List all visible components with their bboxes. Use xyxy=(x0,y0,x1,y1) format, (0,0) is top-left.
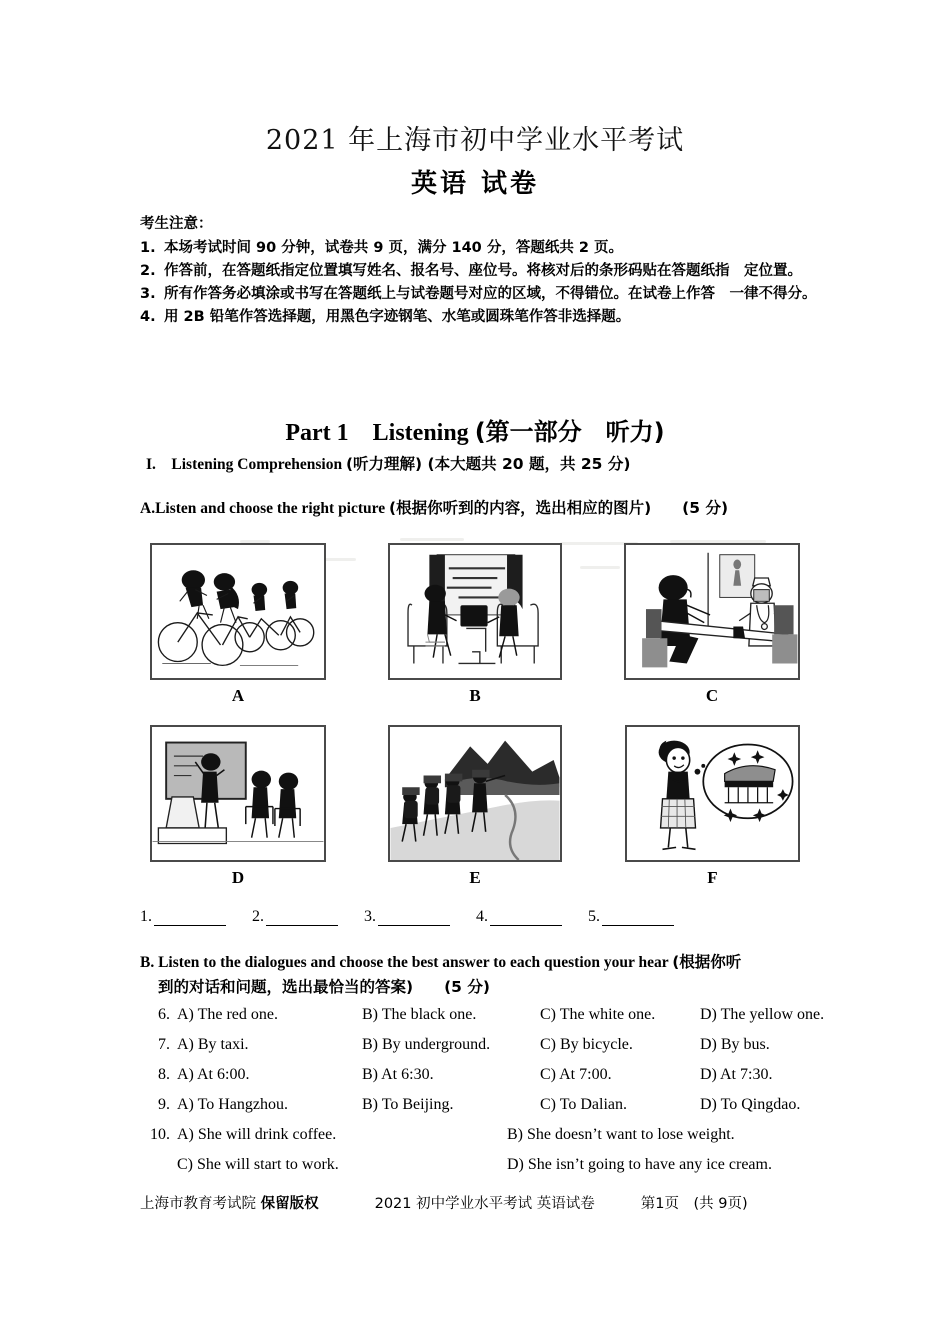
option-c[interactable]: C) To Dalian. xyxy=(540,1096,628,1113)
notice-text: 作答前，在答题纸指定位置填写姓名、报名号、座位号。将核对后的条形码贴在答题纸指 定位置。 xyxy=(164,263,802,280)
piano-thought-picture xyxy=(625,725,800,862)
section-heading-en: I. Listening Comprehension xyxy=(146,456,346,473)
section-b-cn-part1: (根据你听 xyxy=(672,953,742,971)
option-d[interactable]: D) The yellow one. xyxy=(700,1006,825,1023)
notice-heading: 考生注意： xyxy=(140,216,213,232)
answer-blank[interactable] xyxy=(140,908,226,926)
picture-label: D xyxy=(231,868,245,887)
picture-option-c[interactable] xyxy=(624,543,800,706)
question-number: 7. xyxy=(158,1036,170,1053)
question-row xyxy=(140,1036,840,1066)
question-number: 6. xyxy=(158,1006,170,1023)
part-heading xyxy=(0,412,950,447)
option-b[interactable]: B) At 6:30. xyxy=(362,1066,434,1083)
notice-number: 2. xyxy=(140,263,156,280)
footer-institution: 上海市教育考试院 xyxy=(140,1196,261,1212)
notice-text: 所有作答务必填涂或书写在答题纸上与试卷题号对应的区域，不得错位。在试卷上作答 一律不得分。 xyxy=(164,286,817,303)
hiking-picture xyxy=(388,725,562,862)
option-c[interactable]: C) The white one. xyxy=(540,1006,656,1023)
notice-text: 用 2B 铅笔作答选择题，用黑色字迹钢笔、水笔或圆珠笔作答非选择题。 xyxy=(164,309,631,326)
section-a-en: A.Listen and choose the right picture xyxy=(140,500,390,517)
notice-item xyxy=(140,237,820,259)
answer-blank[interactable] xyxy=(588,908,674,926)
option-a[interactable]: A) She will drink coffee. xyxy=(177,1126,337,1143)
question-row xyxy=(140,1096,840,1126)
option-a[interactable]: A) At 6:00. xyxy=(177,1066,250,1083)
notice-item xyxy=(140,306,820,328)
blank-number: 1. xyxy=(140,908,152,925)
question-number: 9. xyxy=(158,1096,170,1113)
picture-option-b[interactable] xyxy=(388,543,562,706)
option-c[interactable]: C) By bicycle. xyxy=(540,1036,633,1053)
footer-exam-name: 2021 初中学业水平考试 英语试卷 xyxy=(374,1196,595,1212)
blank-line[interactable] xyxy=(266,911,338,926)
option-b[interactable]: B) By underground. xyxy=(362,1036,491,1053)
picture-label: C xyxy=(705,686,719,705)
option-a[interactable]: A) By taxi. xyxy=(177,1036,249,1053)
section-b-en: B. Listen to the dialogues and choose the best answer to each question your hear xyxy=(140,954,673,971)
part-heading-cn: (第一部分 听力) xyxy=(474,418,665,446)
page-subtitle: 英语 试卷 xyxy=(410,169,540,199)
blank-number: 5. xyxy=(588,908,600,925)
footer-copyright xyxy=(140,1192,319,1213)
question-row-continued xyxy=(140,1156,840,1186)
question-row xyxy=(140,1066,840,1096)
blank-line[interactable] xyxy=(490,911,562,926)
notice-text: 本场考试时间 90 分钟，试卷共 9 页，满分 140 分，答题纸共 2 页。 xyxy=(164,240,624,256)
picture-label: F xyxy=(707,868,718,887)
section-heading-b xyxy=(140,950,830,999)
question-row xyxy=(140,1006,840,1036)
option-d[interactable]: D) By bus. xyxy=(700,1036,770,1053)
option-d[interactable]: D) She isn’t going to have any ice cream. xyxy=(507,1156,772,1173)
option-b[interactable]: B) To Beijing. xyxy=(362,1096,454,1113)
page-footer xyxy=(140,1192,850,1213)
option-b[interactable]: B) The black one. xyxy=(362,1006,477,1023)
doctor-visit-picture xyxy=(624,543,800,680)
picture-option-e[interactable] xyxy=(388,725,562,888)
option-a[interactable]: A) The red one. xyxy=(177,1006,278,1023)
section-b-cn-part2: 到的对话和问题，选出最恰当的答案) (5 分) xyxy=(158,978,490,997)
option-a[interactable]: A) To Hangzhou. xyxy=(177,1096,289,1113)
page-title: 2021 年上海市初中学业水平考试 xyxy=(265,125,685,156)
blank-number: 4. xyxy=(476,908,488,925)
question-number: 8. xyxy=(158,1066,170,1083)
option-d[interactable]: D) To Qingdao. xyxy=(700,1096,801,1113)
classroom-picture xyxy=(150,725,326,862)
section-heading-listening-comprehension xyxy=(146,452,630,474)
part-heading-en: Part 1 Listening xyxy=(285,420,475,446)
section-a-cn: (根据你听到的内容，选出相应的图片) (5 分) xyxy=(389,499,729,517)
question-row xyxy=(140,1126,840,1156)
blank-line[interactable] xyxy=(154,911,226,926)
question-number: 10. xyxy=(150,1126,170,1143)
notice-number: 3. xyxy=(140,286,156,303)
notice-item xyxy=(140,260,820,282)
option-c[interactable]: C) She will start to work. xyxy=(177,1156,339,1173)
picture-option-d[interactable] xyxy=(150,725,326,888)
footer-page-number: 第1页 (共 9页) xyxy=(640,1196,748,1212)
multiple-choice-list xyxy=(140,1006,840,1186)
blank-number: 2. xyxy=(252,908,264,925)
blank-line[interactable] xyxy=(602,911,674,926)
table-conversation-picture xyxy=(388,543,562,680)
picture-option-f[interactable] xyxy=(625,725,800,888)
footer-rights: 保留版权 xyxy=(260,1196,319,1212)
candidate-notice xyxy=(140,212,820,329)
notice-number: 1. xyxy=(140,240,156,256)
cyclists-picture xyxy=(150,543,326,680)
picture-option-a[interactable] xyxy=(150,543,326,706)
picture-label: B xyxy=(469,686,481,705)
option-c[interactable]: C) At 7:00. xyxy=(540,1066,612,1083)
picture-label: A xyxy=(231,686,245,705)
answer-blank[interactable] xyxy=(476,908,562,926)
section-heading-a xyxy=(140,496,728,518)
blank-number: 3. xyxy=(364,908,376,925)
answer-blank[interactable] xyxy=(364,908,450,926)
notice-number: 4. xyxy=(140,309,156,326)
blank-line[interactable] xyxy=(378,911,450,926)
picture-label: E xyxy=(469,868,481,887)
option-d[interactable]: D) At 7:30. xyxy=(700,1066,773,1083)
notice-item xyxy=(140,283,820,305)
answer-blank[interactable] xyxy=(252,908,338,926)
answer-blanks-row xyxy=(140,908,700,926)
option-b[interactable]: B) She doesn’t want to lose weight. xyxy=(507,1126,735,1143)
section-heading-cn: (听力理解) (本大题共 20 题，共 25 分) xyxy=(345,455,631,473)
